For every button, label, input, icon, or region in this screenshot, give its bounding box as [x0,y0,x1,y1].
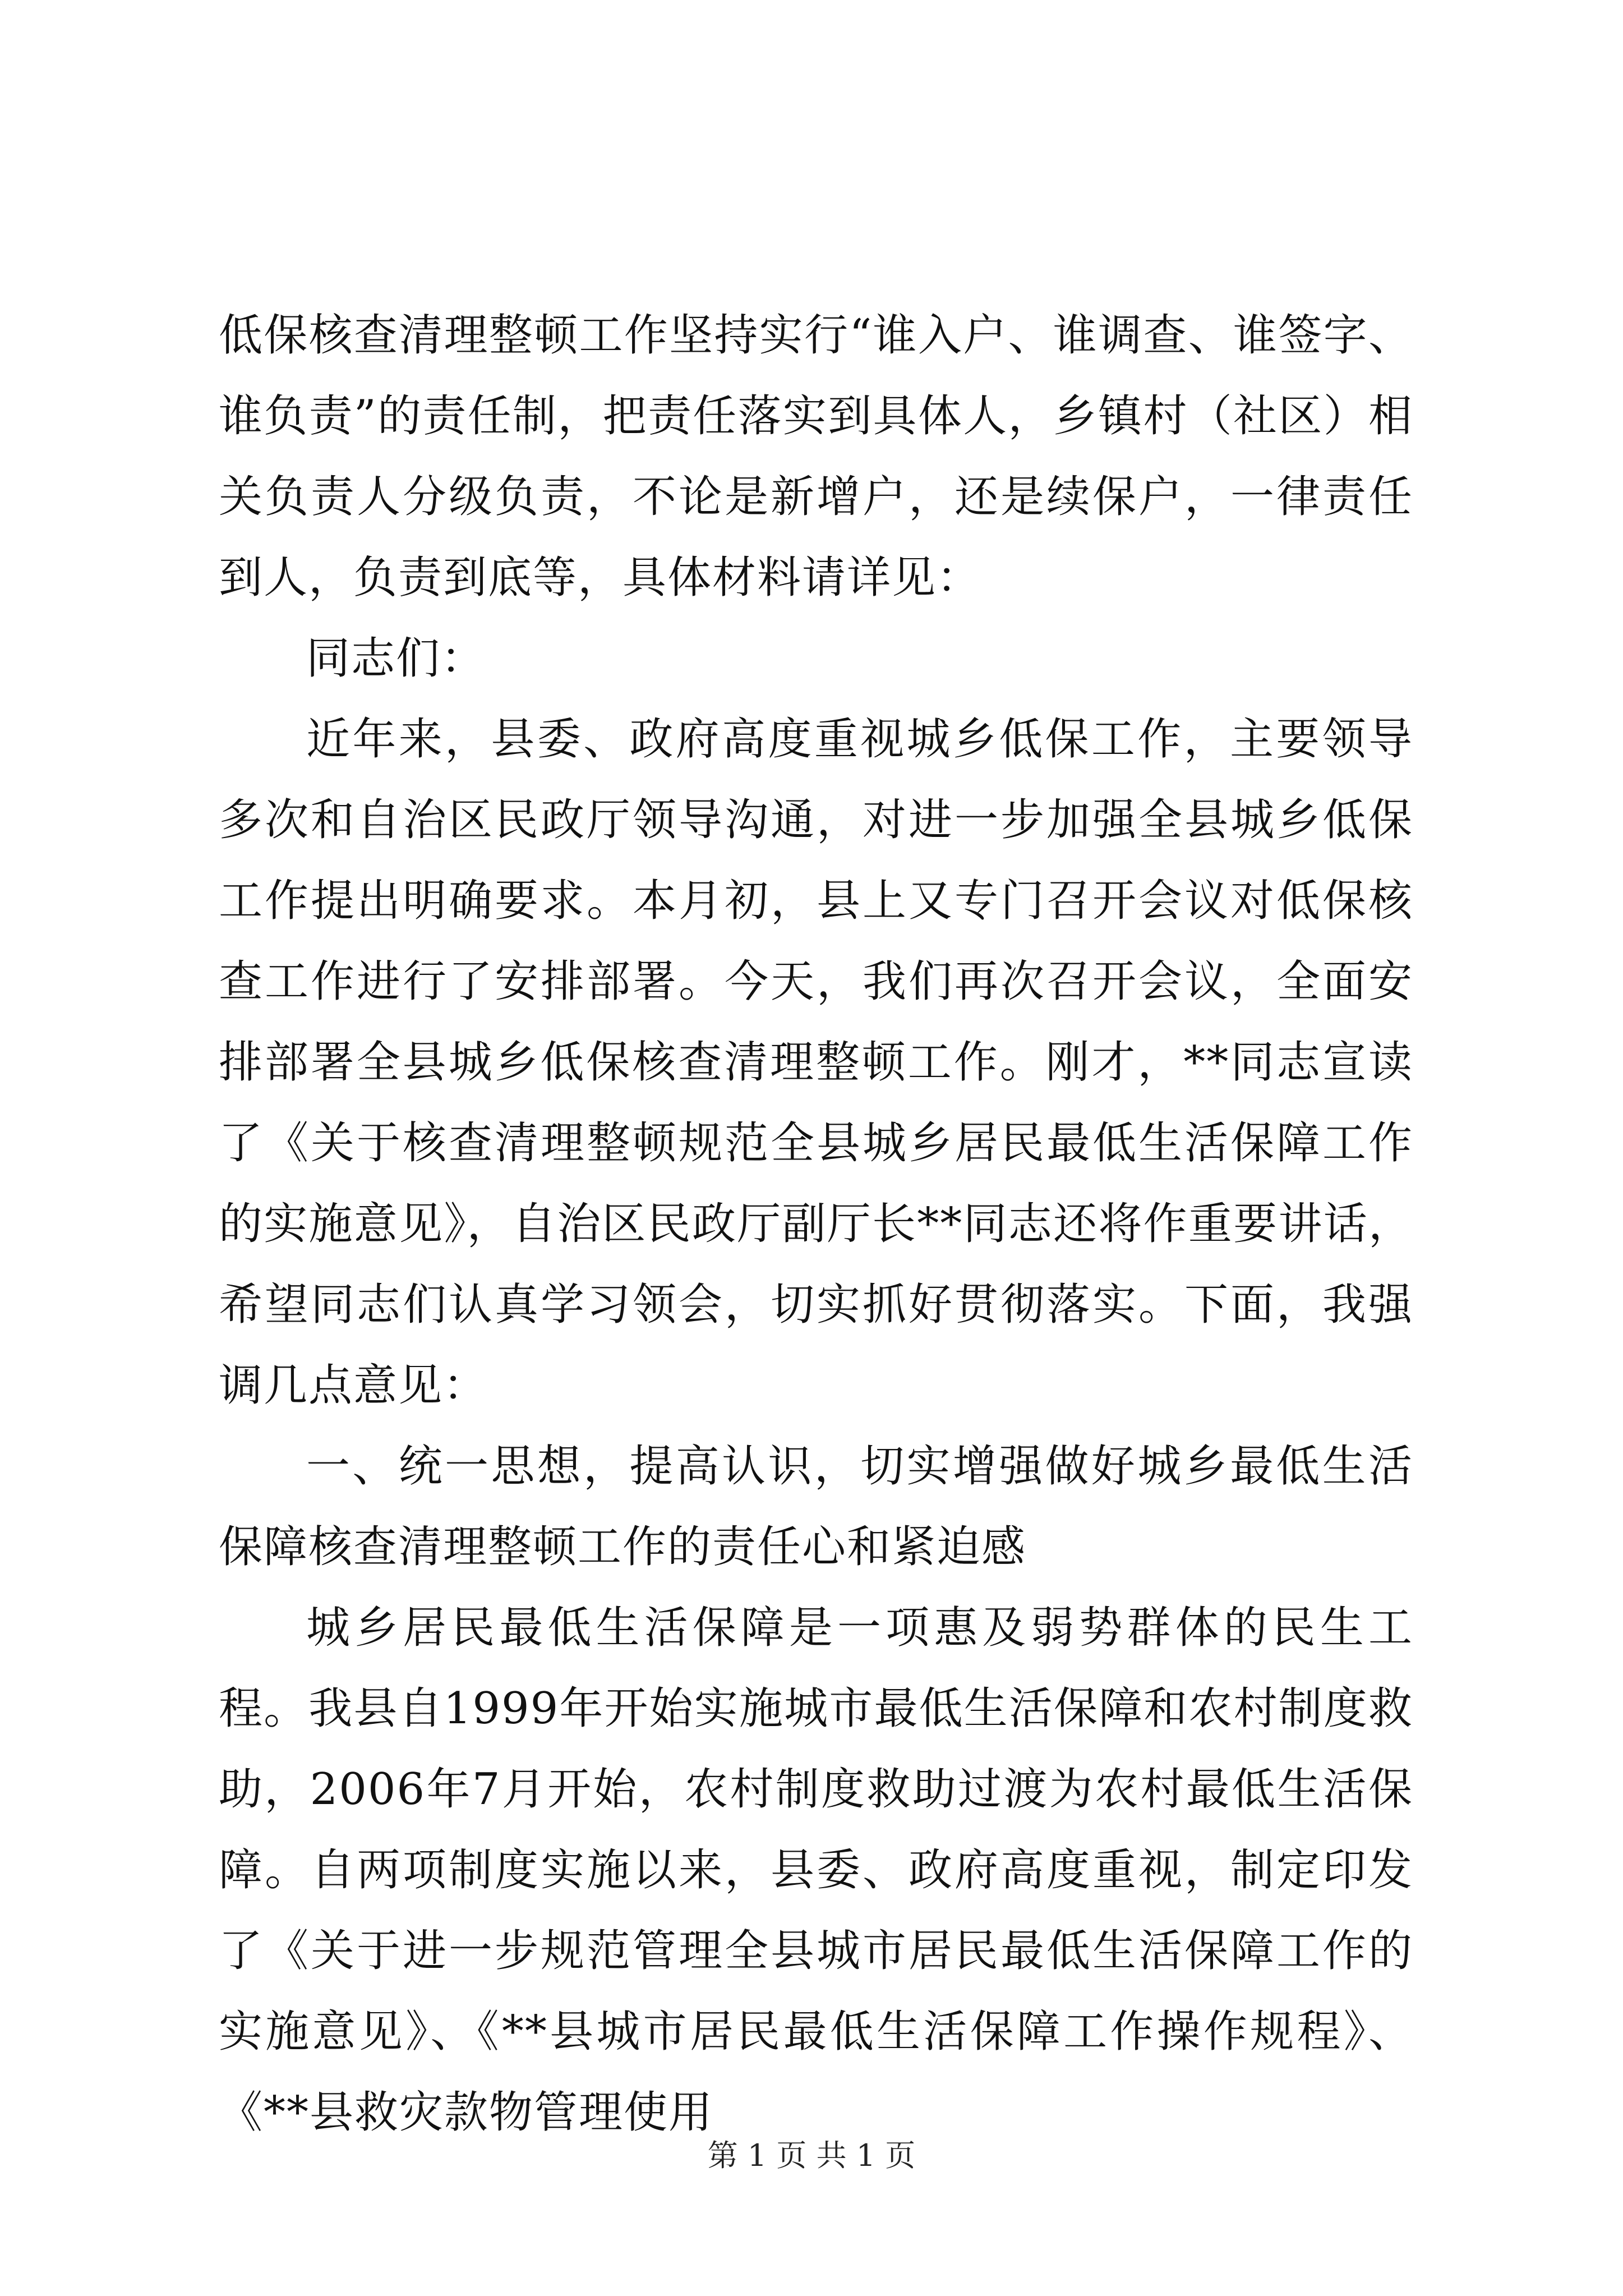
paragraph-intro: 低保核查清理整顿工作坚持实行“谁入户、谁调查、谁签字、谁负责”的责任制，把责任落实到具体人，乡镇村（社区）相关负责人分级负责，不论是新增户，还是续保户，一律责任到人，负责到底等，具体材料请详见： [219,310,1413,603]
paragraph-background: 近年来，县委、政府高度重视城乡低保工作，主要领导多次和自治区民政厅领导沟通，对进一步加强全县城乡低保工作提出明确要求。本月初，县上又专门召开会议对低保核查工作进行了安排部署。今天，我们再次召开会议，全面安排部署全县城乡低保核查清理整顿工作。刚才，**同志宣读了《关于核查清理整顿规范全县城乡居民最低生活保障工作的实施意见》，自治区民政厅副厅长**同志还将作重要讲话，希望同志们认真学习领会，切实抓好贯彻落实。下面，我强调几点意见： [219,714,1413,1411]
paragraph-salutation: 同志们： [306,633,486,684]
paragraph-section-1-body: 城乡居民最低生活保障是一项惠及弱势群体的民生工程。我县自1999年开始实施城市最低生活保障和农村制度救助，2006年7月开始，农村制度救助过渡为农村最低生活保障。自两项制度实施以来，县委、政府高度重视，制定印发了《关于进一步规范管理全县城市居民最低生活保障工作的实施意见》、《**县城市居民最低生活保障工作操作规程》、《**县救灾款物管理使用 [219,1603,1413,2138]
section-heading-1: 一、统一思想，提高认识，切实增强做好城乡最低生活保障核查清理整顿工作的责任心和紧迫感 [219,1441,1413,1572]
page-footer: 第 1 页 共 1 页 [707,2138,916,2173]
document-body [219,295,1413,2153]
